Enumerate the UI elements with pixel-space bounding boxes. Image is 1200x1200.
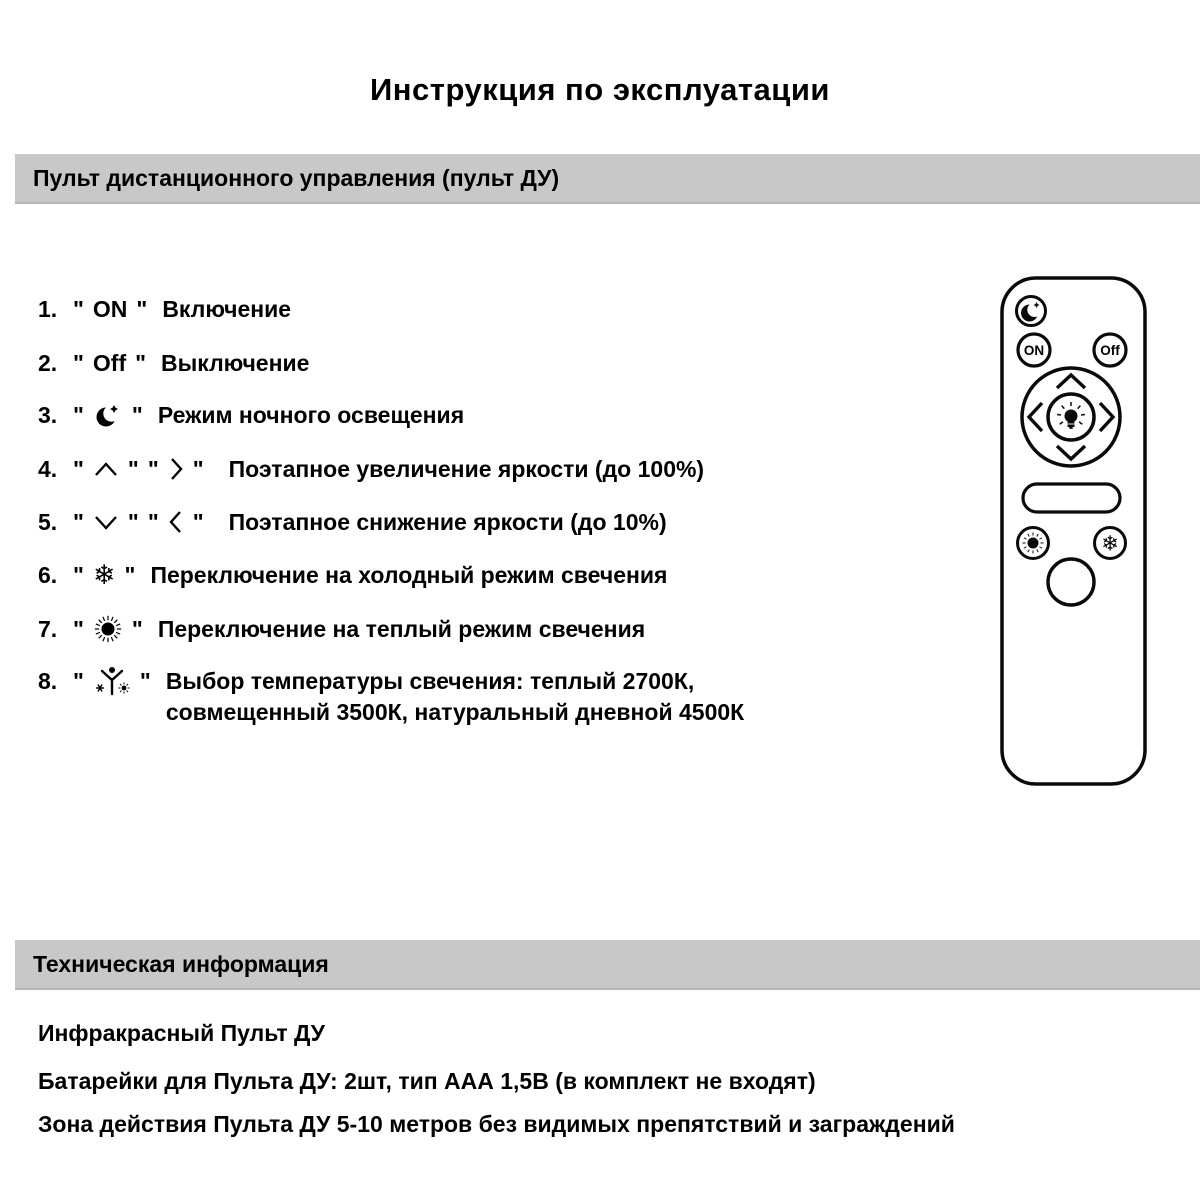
round-button	[1048, 559, 1094, 605]
chevron-down-icon	[93, 514, 119, 531]
quote-mark: "	[73, 508, 84, 535]
off-symbol-text: Off	[92, 349, 127, 376]
item-label: Переключение на холодный режим свечения	[150, 561, 668, 588]
item-number: 1.	[38, 295, 58, 322]
item-number: 5.	[38, 508, 58, 535]
snowflake-icon: ❄	[92, 559, 116, 591]
instruction-item-5	[38, 506, 667, 538]
quote-mark: "	[124, 561, 136, 588]
quote-mark: "	[139, 668, 151, 694]
quote-mark: "	[73, 615, 84, 642]
quote-mark: "	[147, 508, 159, 535]
temperature-select-icon	[93, 665, 131, 699]
item-number: 6.	[38, 561, 58, 588]
instruction-item-2	[38, 347, 309, 379]
quote-mark: "	[73, 349, 84, 376]
off-button-label: Off	[1100, 343, 1120, 358]
snowflake-icon: ❄	[1101, 531, 1119, 556]
section-heading-remote	[15, 154, 1200, 204]
quote-mark: "	[131, 401, 143, 428]
chevron-up-icon	[93, 461, 119, 478]
item-label: Поэтапное увеличение яркости (до 100%)	[228, 455, 705, 482]
section-heading-remote-label: Пульт дистанционного управления (пульт ДУ)	[33, 164, 560, 191]
item-label-line2: совмещенный 3500К, натуральный дневной 4500К	[165, 699, 745, 725]
chevron-right-icon	[168, 456, 184, 482]
quote-mark: "	[147, 455, 159, 482]
quote-mark: "	[73, 401, 84, 428]
item-number: 7.	[38, 615, 58, 642]
tech-info-line-3: Зона действия Пульта ДУ 5-10 метров без видимых препятствий и заграждений	[38, 1111, 955, 1137]
quote-mark: "	[73, 561, 84, 588]
quote-mark: "	[127, 508, 139, 535]
quote-mark: "	[73, 455, 84, 482]
section-heading-tech-label: Техническая информация	[33, 950, 329, 977]
item-number: 4.	[38, 455, 58, 482]
page-title: Инструкция по эксплуатации	[370, 72, 830, 107]
item-number: 2.	[38, 349, 58, 376]
instruction-item-8	[38, 666, 744, 728]
instruction-item-4	[38, 453, 704, 485]
item-label	[166, 666, 744, 728]
on-symbol-text: ON	[92, 295, 128, 322]
tech-info-line-1: Инфракрасный Пульт ДУ	[38, 1020, 325, 1046]
instruction-item-1	[38, 293, 291, 325]
instruction-item-3	[38, 399, 464, 431]
quote-mark: "	[136, 295, 148, 322]
item-number: 8.	[38, 668, 58, 694]
item-label: Включение	[162, 295, 292, 322]
section-heading-tech	[15, 940, 1200, 990]
quote-mark: "	[131, 615, 143, 642]
item-label-line1: Выбор температуры свечения: теплый 2700К,	[165, 668, 695, 694]
sun-icon	[93, 614, 123, 644]
quote-mark: "	[127, 455, 139, 482]
instruction-item-7	[38, 613, 645, 645]
quote-mark: "	[73, 668, 84, 694]
tech-info-line-2: Батарейки для Пульта ДУ: 2шт, тип ААА 1,5В (в комплект не входят)	[38, 1068, 816, 1094]
instruction-item-6	[38, 559, 667, 591]
quote-mark: "	[73, 295, 84, 322]
quote-mark: "	[135, 349, 147, 376]
item-label: Режим ночного освещения	[157, 401, 465, 428]
remote-control-illustration	[1000, 276, 1147, 791]
item-label: Переключение на теплый режим свечения	[157, 615, 646, 642]
item-number: 3.	[38, 401, 58, 428]
pill-button	[1023, 484, 1120, 512]
item-label: Поэтапное снижение яркости (до 10%)	[228, 508, 667, 535]
quote-mark: "	[192, 455, 204, 482]
quote-mark: "	[192, 508, 204, 535]
chevron-left-icon	[168, 509, 184, 535]
on-button-label: ON	[1023, 343, 1045, 358]
moon-icon	[93, 400, 123, 430]
item-label: Выключение	[161, 349, 310, 376]
